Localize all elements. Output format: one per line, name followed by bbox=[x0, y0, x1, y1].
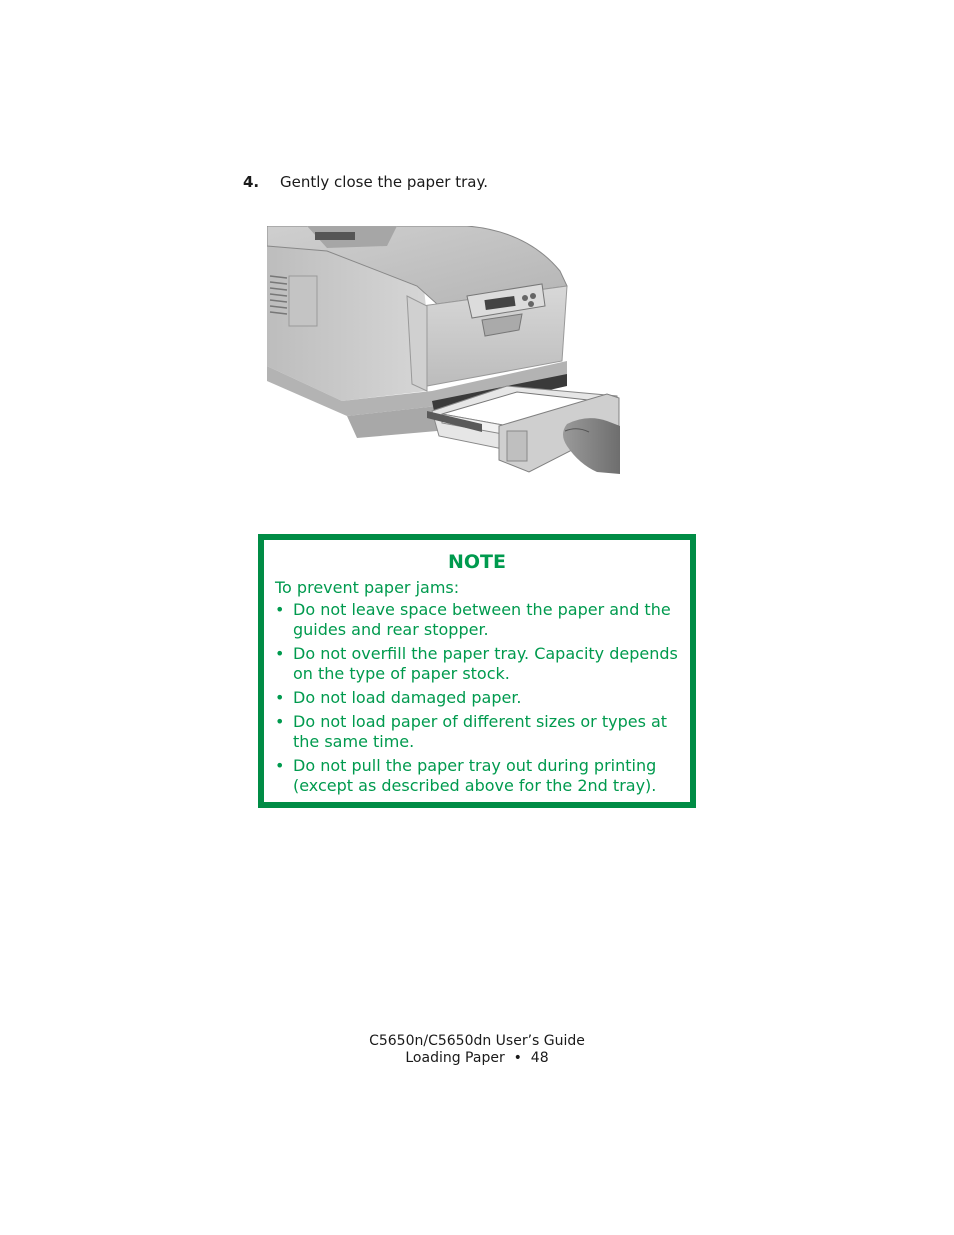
note-item-text: Do not overfill the paper tray. Capacity depends on the type of paper stock. bbox=[293, 644, 678, 683]
note-item bbox=[275, 600, 685, 640]
bullet-icon: • bbox=[275, 644, 285, 663]
bullet-icon: • bbox=[275, 756, 285, 775]
note-box bbox=[258, 534, 696, 808]
footer-page-info bbox=[0, 1050, 954, 1067]
note-item-text: Do not load paper of different sizes or types at the same time. bbox=[293, 712, 668, 751]
step-4 bbox=[243, 172, 488, 192]
bullet-icon: • bbox=[275, 600, 285, 619]
printer-tray-photo bbox=[267, 226, 620, 474]
page-number: 48 bbox=[530, 1050, 549, 1066]
note-item-text: Do not leave space between the paper and the guides and rear stopper. bbox=[293, 600, 671, 639]
note-item bbox=[275, 688, 685, 708]
note-title: NOTE bbox=[448, 551, 506, 573]
footer-section: Loading Paper bbox=[405, 1050, 505, 1066]
bullet-icon: • bbox=[275, 688, 285, 707]
note-item bbox=[275, 644, 685, 684]
footer-separator: • bbox=[513, 1050, 522, 1066]
step-text: Gently close the paper tray. bbox=[280, 173, 488, 191]
note-intro: To prevent paper jams: bbox=[275, 578, 460, 597]
note-item-text: Do not load damaged paper. bbox=[293, 688, 522, 707]
bullet-icon: • bbox=[275, 712, 285, 731]
footer-guide-title: C5650n/C5650dn User’s Guide bbox=[369, 1033, 585, 1049]
note-item bbox=[275, 712, 685, 752]
note-item bbox=[275, 756, 685, 796]
step-number: 4. bbox=[243, 173, 260, 191]
note-item-text: Do not pull the paper tray out during printing (except as described above for the 2nd tray). bbox=[293, 756, 657, 795]
note-list bbox=[275, 600, 685, 800]
